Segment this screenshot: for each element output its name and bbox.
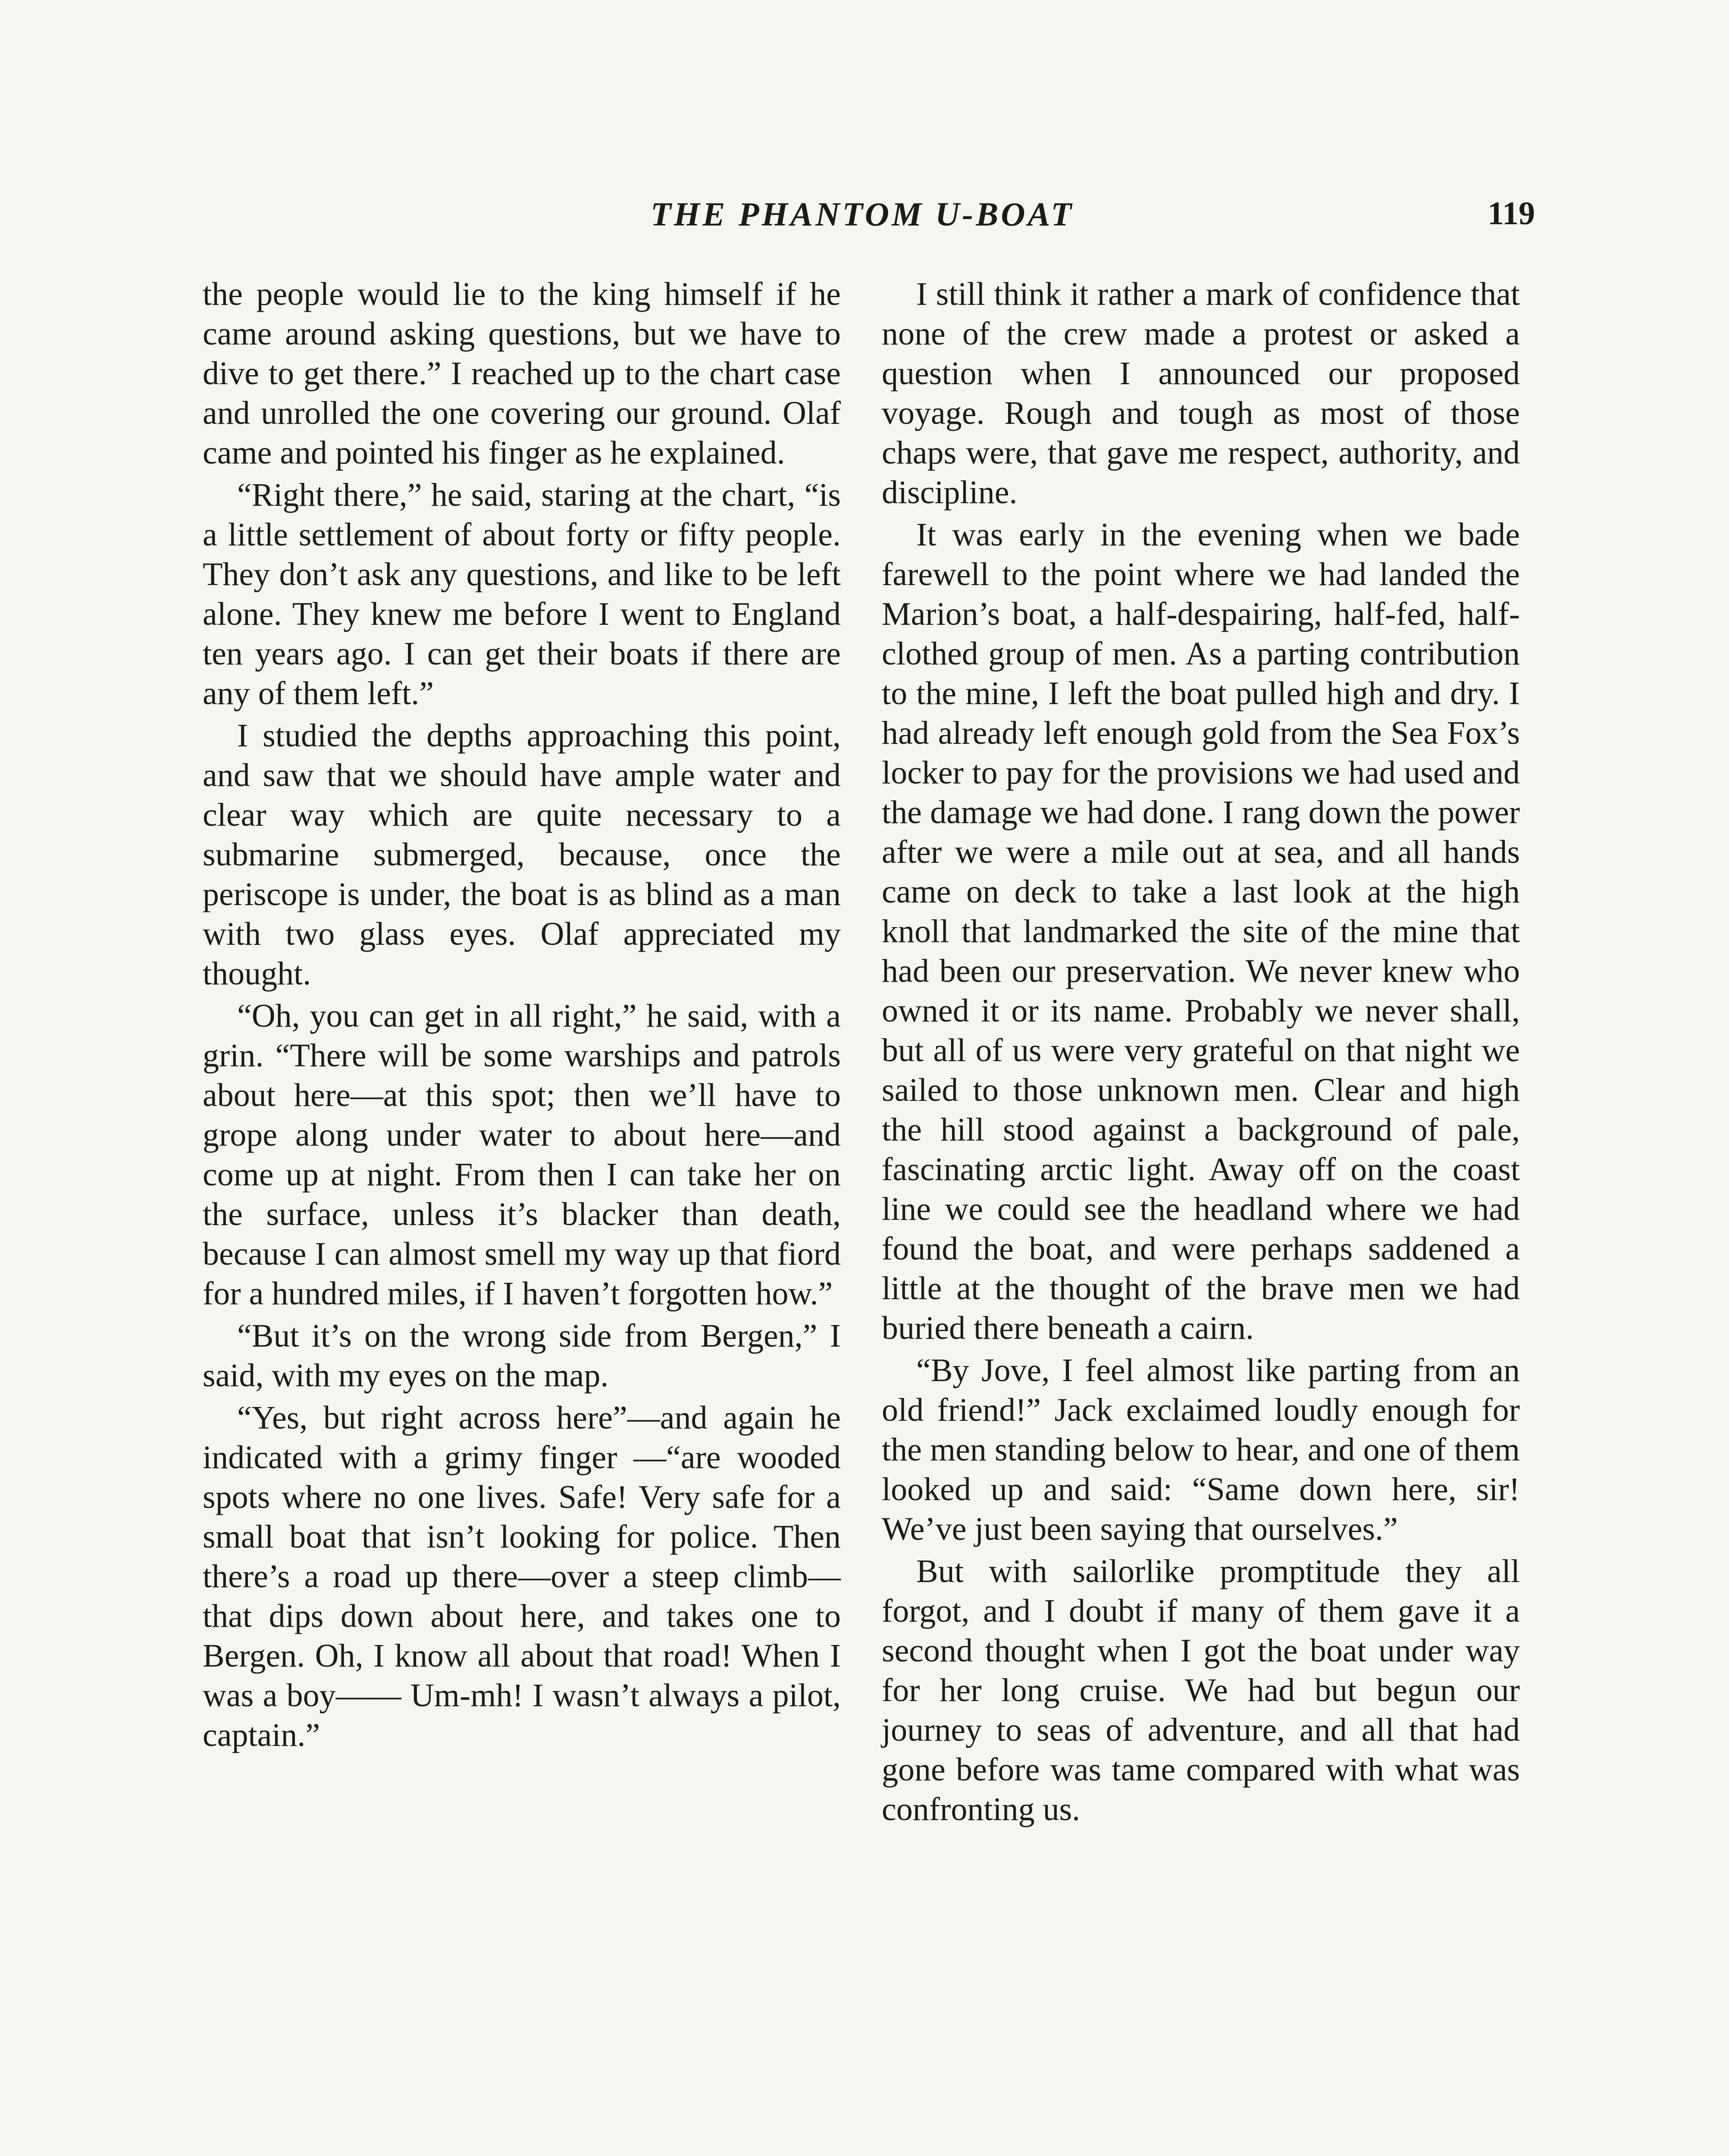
paragraph: But with sailorlike promptitude they all forgot, and I doubt if many of them gave it a second thought when I got the boat under way for her long cruise. We had but begun our journey to seas of adventure, and all that had gone before was tame compared with what was confronting us. <box>882 1553 1520 1827</box>
running-title: THE PHANTOM U-BOAT <box>651 195 1074 233</box>
paragraph: “But it’s on the wrong side from Bergen,” I said, with my eyes on the map. <box>203 1318 841 1394</box>
right-column <box>882 274 1520 1832</box>
left-column <box>203 274 841 1758</box>
paragraph: “Oh, you can get in all right,” he said, with a grin. “There will be some warships and patrols about here—at this spot; then we’ll have to grope along under water to about here—and come up at night. From then I can take her on the surface, unless it’s blacker than death, because I can almost smell my way up that fiord for a hundred miles, if I haven’t forgotten how.” <box>203 998 841 1312</box>
paragraph: “By Jove, I feel almost like parting from an old friend!” Jack exclaimed loudly enough for the men standing below to hear, and one of them looked up and said: “Same down here, sir! We’ve just been saying that ourselves.” <box>882 1352 1520 1547</box>
paragraph: It was early in the evening when we bade farewell to the point where we had landed the Marion’s boat, a half-despairing, half-fed, half-clothed group of men. As a parting contribution to the mine, I left the boat pulled high and dry. I had already left enough gold from the Sea Fox’s locker to pay for the provisions we had used and the damage we had done. I rang down the power after we were a mile out at sea, and all hands came on deck to take a last look at the high knoll that landmarked the site of the mine that had been our preservation. We never knew who owned it or its name. Probably we never shall, but all of us were very grateful on that night we sailed to those unknown men. Clear and high the hill stood against a background of pale, fascinating arctic light. Away off on the coast line we could see the headland where we had found the boat, and were perhaps saddened a little at the thought of the brave men we had buried there beneath a cairn. <box>882 517 1520 1346</box>
paragraph: “Yes, but right across here”—and again he indicated with a grimy finger —“are wooded spots where no one lives. Safe! Very safe for a small boat that isn’t looking for police. Then there’s a road up there—over a steep climb—that dips down about here, and takes one to Bergen. Oh, I know all about that road! When I was a boy—— Um-mh! I wasn’t always a pilot, captain.” <box>203 1400 841 1753</box>
page-number: 119 <box>1488 195 1535 232</box>
paragraph: I studied the depths approaching this point, and saw that we should have ample water and clear way which are quite necessary to a submarine submerged, because, once the periscope is under, the boat is as blind as a man with two glass eyes. Olaf appreciated my thought. <box>203 718 841 992</box>
paragraph: the people would lie to the king himself if he came around asking questions, but we have to dive to get there.” I reached up to the chart case and unrolled the one covering our ground. Olaf came and pointed his finger as he explained. <box>203 276 841 471</box>
paragraph: “Right there,” he said, staring at the chart, “is a little settlement of about forty or fifty people. They don’t ask any questions, and like to be left alone. They knew me before I went to England ten years ago. I can get their boats if there are any of them left.” <box>203 477 841 711</box>
paragraph: I still think it rather a mark of confidence that none of the crew made a protest or asked a question when I announced our proposed voyage. Rough and tough as most of those chaps were, that gave me respect, authority, and discipline. <box>882 276 1520 511</box>
